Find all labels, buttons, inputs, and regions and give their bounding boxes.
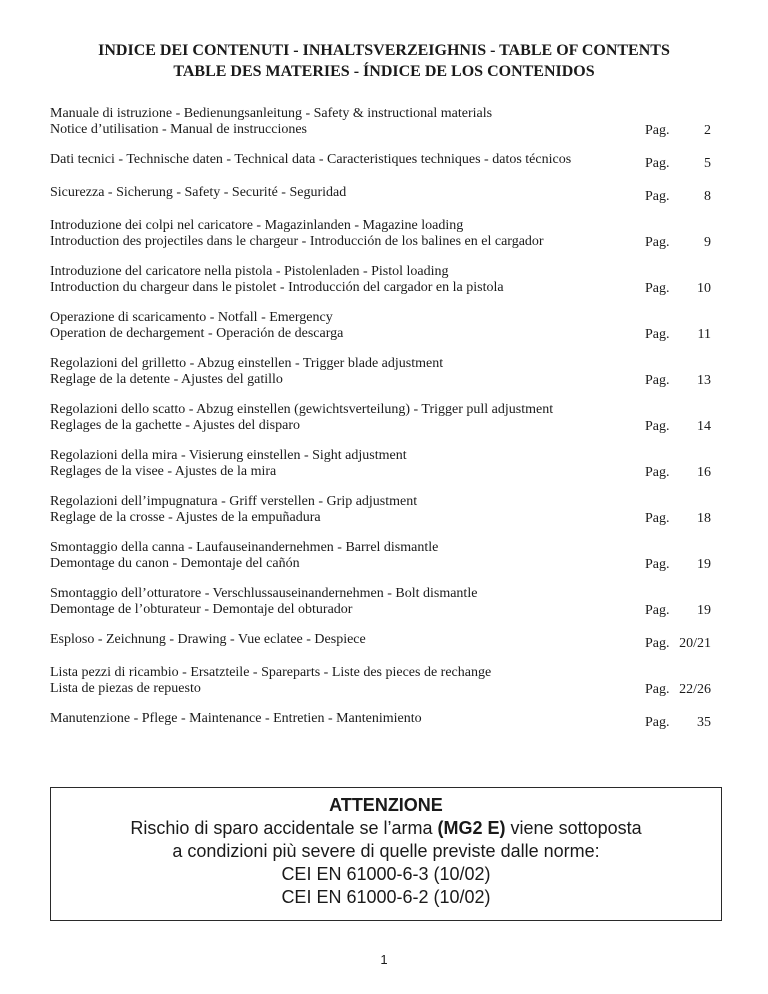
toc-entry-line-2: Lista de piezas de repuesto bbox=[50, 681, 201, 696]
title-line-1: INDICE DEI CONTENUTI - INHALTSVERZEIGHNIS - TABLE OF CONTENTS bbox=[98, 42, 670, 59]
toc-entry-line-1: Operazione di scaricamento - Notfall - Emergency bbox=[50, 310, 333, 325]
toc-entry bbox=[50, 448, 714, 494]
toc-page-label: Pag. bbox=[645, 557, 670, 572]
toc-entry-line-1: Regolazioni dell’impugnatura - Griff verstellen - Grip adjustment bbox=[50, 494, 418, 509]
toc-page-label: Pag. bbox=[645, 156, 670, 171]
toc-entry-line-2: Introduction des projectiles dans le chargeur - Introducción de los balines en el cargador bbox=[50, 234, 544, 249]
toc-entry-line-2: Introduction du chargeur dans le pistolet - Introducción del cargador en la pistola bbox=[50, 280, 504, 295]
toc-entry-line-1: Introduzione del caricatore nella pistola - Pistolenladen - Pistol loading bbox=[50, 264, 449, 279]
toc-page-label: Pag. bbox=[645, 419, 670, 434]
toc-page-number: 9 bbox=[704, 235, 711, 250]
toc-entry bbox=[50, 632, 714, 665]
toc-entry-line-2: Reglages de la gachette - Ajustes del disparo bbox=[50, 418, 300, 433]
page-number: 1 bbox=[380, 952, 388, 967]
toc-page-number: 19 bbox=[697, 557, 711, 572]
toc-entry-line-1: Regolazioni del grilletto - Abzug einstellen - Trigger blade adjustment bbox=[50, 356, 444, 371]
toc-entry-line-1: Manutenzione - Pflege - Maintenance - Entretien - Mantenimiento bbox=[50, 711, 422, 726]
toc-entry bbox=[50, 402, 714, 448]
toc-entry bbox=[50, 264, 714, 310]
document-title bbox=[0, 40, 768, 82]
toc-entry bbox=[50, 356, 714, 402]
toc-page-number: 13 bbox=[697, 373, 711, 388]
toc-page-label: Pag. bbox=[645, 465, 670, 480]
toc-entry-line-1: Dati tecnici - Technische daten - Technical data - Caracteristiques techniques - datos técnicos bbox=[50, 152, 572, 167]
toc-page-label: Pag. bbox=[645, 235, 670, 250]
toc-entry-title bbox=[50, 540, 642, 572]
toc-entry bbox=[50, 152, 714, 185]
toc-entry-title bbox=[50, 586, 642, 618]
toc-page-label: Pag. bbox=[645, 189, 670, 204]
toc-page-number: 35 bbox=[697, 715, 711, 730]
toc-page-number: 22/26 bbox=[679, 682, 711, 697]
toc-entry-title bbox=[50, 106, 642, 138]
toc-entry-line-1: Esploso - Zeichnung - Drawing - Vue eclatee - Despiece bbox=[50, 632, 366, 647]
toc-entry-title bbox=[50, 152, 642, 168]
toc-entry bbox=[50, 218, 714, 264]
toc-page-number: 11 bbox=[697, 327, 711, 342]
toc-entry bbox=[50, 586, 714, 632]
toc-page-number: 8 bbox=[704, 189, 711, 204]
toc-entry-title bbox=[50, 711, 642, 727]
toc-entry-line-2: Notice d’utilisation - Manual de instrucciones bbox=[50, 122, 307, 137]
toc-entry bbox=[50, 711, 714, 744]
toc-entry bbox=[50, 665, 714, 711]
notice-line-1-start: Rischio di sparo accidentale se l’arma bbox=[130, 818, 438, 838]
toc-entry-line-1: Introduzione dei colpi nel caricatore - Magazinlanden - Magazine loading bbox=[50, 218, 464, 233]
notice-line-1-end: viene sottoposta bbox=[505, 818, 642, 838]
toc-entry-line-1: Regolazioni della mira - Visierung einstellen - Sight adjustment bbox=[50, 448, 407, 463]
toc-page-number: 10 bbox=[697, 281, 711, 296]
table-of-contents bbox=[50, 106, 714, 744]
toc-entry-line-2: Operation de dechargement - Operación de descarga bbox=[50, 326, 344, 341]
toc-entry-title bbox=[50, 264, 642, 296]
notice-line-1 bbox=[51, 817, 721, 840]
toc-entry-line-2: Demontage de l’obturateur - Demontaje del obturador bbox=[50, 602, 353, 617]
notice-standard-2: CEI EN 61000-6-2 (10/02) bbox=[281, 887, 491, 907]
toc-entry-line-2: Reglage de la detente - Ajustes del gatillo bbox=[50, 372, 283, 387]
toc-entry-line-1: Smontaggio dell’otturatore - Verschlussauseinandernehmen - Bolt dismantle bbox=[50, 586, 478, 601]
toc-entry-line-2: Reglages de la visee - Ajustes de la mira bbox=[50, 464, 277, 479]
toc-entry-title bbox=[50, 448, 642, 480]
toc-page-label: Pag. bbox=[645, 281, 670, 296]
notice-standard-1: CEI EN 61000-6-3 (10/02) bbox=[281, 864, 491, 884]
toc-entry bbox=[50, 310, 714, 356]
toc-page-number: 2 bbox=[704, 123, 711, 138]
warning-notice-box bbox=[50, 787, 722, 921]
toc-entry bbox=[50, 185, 714, 218]
toc-page-number: 14 bbox=[697, 419, 711, 434]
toc-page-label: Pag. bbox=[645, 327, 670, 342]
toc-entry-line-2: Demontage du canon - Demontaje del cañón bbox=[50, 556, 300, 571]
toc-entry bbox=[50, 106, 714, 152]
toc-page-label: Pag. bbox=[645, 123, 670, 138]
title-line-2: TABLE DES MATERIES - ÍNDICE DE LOS CONTENIDOS bbox=[173, 63, 595, 80]
toc-entry-line-1: Sicurezza - Sicherung - Safety - Securité - Seguridad bbox=[50, 185, 347, 200]
toc-entry bbox=[50, 494, 714, 540]
toc-entry-title bbox=[50, 665, 642, 697]
toc-entry-line-1: Smontaggio della canna - Laufauseinandernehmen - Barrel dismantle bbox=[50, 540, 439, 555]
toc-entry-title bbox=[50, 632, 642, 648]
toc-page-label: Pag. bbox=[645, 603, 670, 618]
toc-page-number: 16 bbox=[697, 465, 711, 480]
toc-entry-line-1: Manuale di istruzione - Bedienungsanleitung - Safety & instructional materials bbox=[50, 106, 493, 121]
toc-entry-title bbox=[50, 310, 642, 342]
toc-entry-title bbox=[50, 185, 642, 201]
toc-entry-title bbox=[50, 402, 642, 434]
toc-page-number: 20/21 bbox=[679, 636, 711, 651]
toc-page-label: Pag. bbox=[645, 715, 670, 730]
toc-entry-line-2: Reglage de la crosse - Ajustes de la empuñadura bbox=[50, 510, 321, 525]
toc-page-label: Pag. bbox=[645, 511, 670, 526]
toc-page-number: 19 bbox=[697, 603, 711, 618]
toc-page-number: 18 bbox=[697, 511, 711, 526]
toc-page-label: Pag. bbox=[645, 636, 670, 651]
toc-page-label: Pag. bbox=[645, 373, 670, 388]
toc-entry-title bbox=[50, 356, 642, 388]
toc-entry bbox=[50, 540, 714, 586]
toc-entry-title bbox=[50, 218, 642, 250]
notice-line-2: a condizioni più severe di quelle previste dalle norme: bbox=[172, 841, 600, 861]
model-name: (MG2 E) bbox=[437, 818, 506, 838]
toc-entry-title bbox=[50, 494, 642, 526]
toc-entry-line-1: Regolazioni dello scatto - Abzug einstellen (gewichtsverteilung) - Trigger pull adjustment bbox=[50, 402, 554, 417]
notice-heading: ATTENZIONE bbox=[329, 795, 443, 815]
toc-page-label: Pag. bbox=[645, 682, 670, 697]
toc-entry-line-1: Lista pezzi di ricambio - Ersatzteile - Spareparts - Liste des pieces de rechange bbox=[50, 665, 492, 680]
toc-page-number: 5 bbox=[704, 156, 711, 171]
